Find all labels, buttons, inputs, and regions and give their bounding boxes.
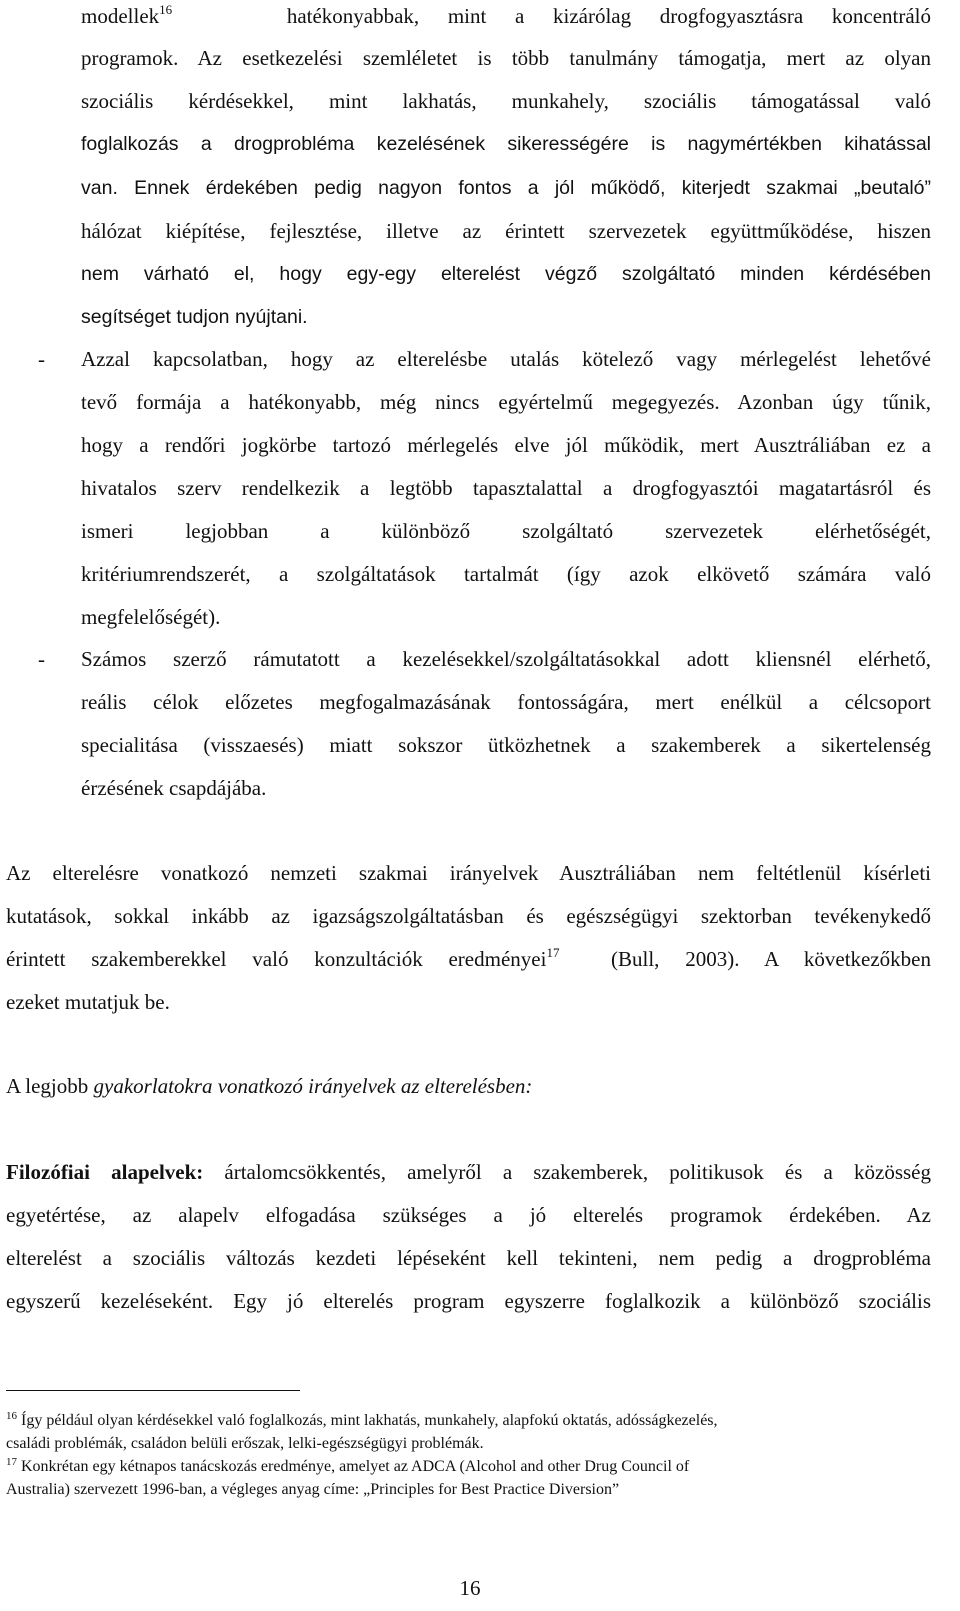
bullet-line: Számos szerző rámutatott a kezelésekkel/szolgáltatásokkal adott kliensnél elérhető, bbox=[81, 647, 931, 671]
bullet-line: kritériumrendszerét, a szolgáltatások tartalmát (így azok elkövető számára való bbox=[81, 562, 931, 586]
list-line: hálózat kiépítése, fejlesztése, illetve az érintett szervezetek együttműködése, hiszen bbox=[81, 219, 931, 243]
list-dash: - bbox=[38, 347, 45, 371]
paragraph-line: Az elterelésre vonatkozó nemzeti szakmai irányelvek Ausztráliában nem feltétlenül kísérleti bbox=[6, 861, 931, 885]
bullet-line: ismeri legjobban a különböző szolgáltató szervezetek elérhetőségét, bbox=[81, 519, 931, 543]
list-dash: - bbox=[38, 647, 45, 671]
bullet-line: tevő formája a hatékonyabb, még nincs egyértelmű megegyezés. Azonban úgy tűnik, bbox=[81, 390, 932, 414]
paragraph-line: egyszerű kezeléseként. Egy jó elterelés program egyszerre foglalkozik a különböző szociális bbox=[6, 1289, 931, 1313]
paragraph-line: érintett szakemberekkel való konzultációk eredményei$^{17}$ (Bull, 2003). A következőkben bbox=[6, 945, 931, 971]
list-line: van. Ennek érdekében pedig nagyon fontos a jól működő, kiterjedt szakmai „beutaló” bbox=[81, 177, 931, 199]
paragraph-line: egyetértése, az alapelv elfogadása szükséges a jó elterelés programok érdekében. Az bbox=[6, 1203, 931, 1227]
paragraph-line: elterelést a szociális változás kezdeti lépéseként kell tekinteni, nem pedig a drogprobléma bbox=[6, 1246, 931, 1270]
bullet-line: érzésének csapdájába. bbox=[81, 776, 267, 800]
footnote-17-cont: Australia) szervezett 1996-ban, a végleges anyag címe: „Principles for Best Practice Diversion” bbox=[6, 1481, 620, 1498]
footnote-ref[interactable]: 16 bbox=[159, 2, 173, 17]
bullet-line: Azzal kapcsolatban, hogy az elterelésbe utalás kötelező vagy mérlegelést lehetővé bbox=[81, 347, 931, 371]
bullet-line: hivatalos szerv rendelkezik a legtöbb tapasztalattal a drogfogyasztói magatartásról és bbox=[81, 476, 931, 500]
list-line: szociális kérdésekkel, mint lakhatás, munkahely, szociális támogatással való bbox=[81, 89, 931, 113]
bullet-line: megfelelőségét). bbox=[81, 605, 221, 629]
footnote-17: $^{17}$ Konkrétan egy kétnapos tanácskozás eredménye, amelyet az ADCA (Alcohol and other Drug Council of bbox=[6, 1456, 690, 1475]
footnote-16: $^{16}$ Így például olyan kérdésekkel való foglalkozás, mint lakhatás, munkahely, alapfokú oktatás, adósságkezelés, bbox=[6, 1410, 718, 1429]
bullet-line: reális célok előzetes megfogalmazásának fontosságára, mert enélkül a célcsoport bbox=[81, 690, 931, 714]
list-line: foglalkozás a drogprobléma kezelésének sikerességére is nagymértékben kihatással bbox=[81, 133, 931, 155]
paragraph-line: Filozófiai alapelvek: ártalomcsökkentés, amelyről a szakemberek, politikusok és a közösség bbox=[6, 1160, 931, 1184]
paragraph-line: kutatások, sokkal inkább az igazságszolgáltatásban és egészségügyi szektorban tevékenykedő bbox=[6, 904, 931, 928]
list-line: programok. Az esetkezelési szemléletet is több tanulmány támogatja, mert az olyan bbox=[81, 46, 931, 70]
list-line: modellek$^{16}$ hatékonyabbak, mint a kizárólag drogfogyasztásra koncentráló bbox=[81, 2, 932, 28]
list-line: segítséget tudjon nyújtani. bbox=[81, 306, 308, 328]
section-heading: A legjobb gyakorlatokra vonatkozó irányelvek az elterelésben: bbox=[6, 1074, 533, 1098]
paragraph-line: ezeket mutatjuk be. bbox=[6, 990, 170, 1014]
list-line: nem várható el, hogy egy-egy elterelést végző szolgáltató minden kérdésében bbox=[81, 263, 931, 285]
footnote-ref[interactable]: 17 bbox=[546, 945, 560, 960]
bullet-line: specialitása (visszaesés) miatt sokszor ütközhetnek a szakemberek a sikertelenség bbox=[81, 733, 931, 757]
bold-lead: Filozófiai alapelvek: bbox=[6, 1160, 204, 1184]
footnote-separator bbox=[6, 1390, 300, 1391]
bullet-line: hogy a rendőri jogkörbe tartozó mérlegelés elve jól működik, mert Ausztráliában ez a bbox=[81, 433, 931, 457]
page-number: 16 bbox=[459, 1576, 481, 1600]
footnote-16-cont: családi problémák, családon belüli erőszak, lelki-egészségügyi problémák. bbox=[6, 1435, 484, 1452]
